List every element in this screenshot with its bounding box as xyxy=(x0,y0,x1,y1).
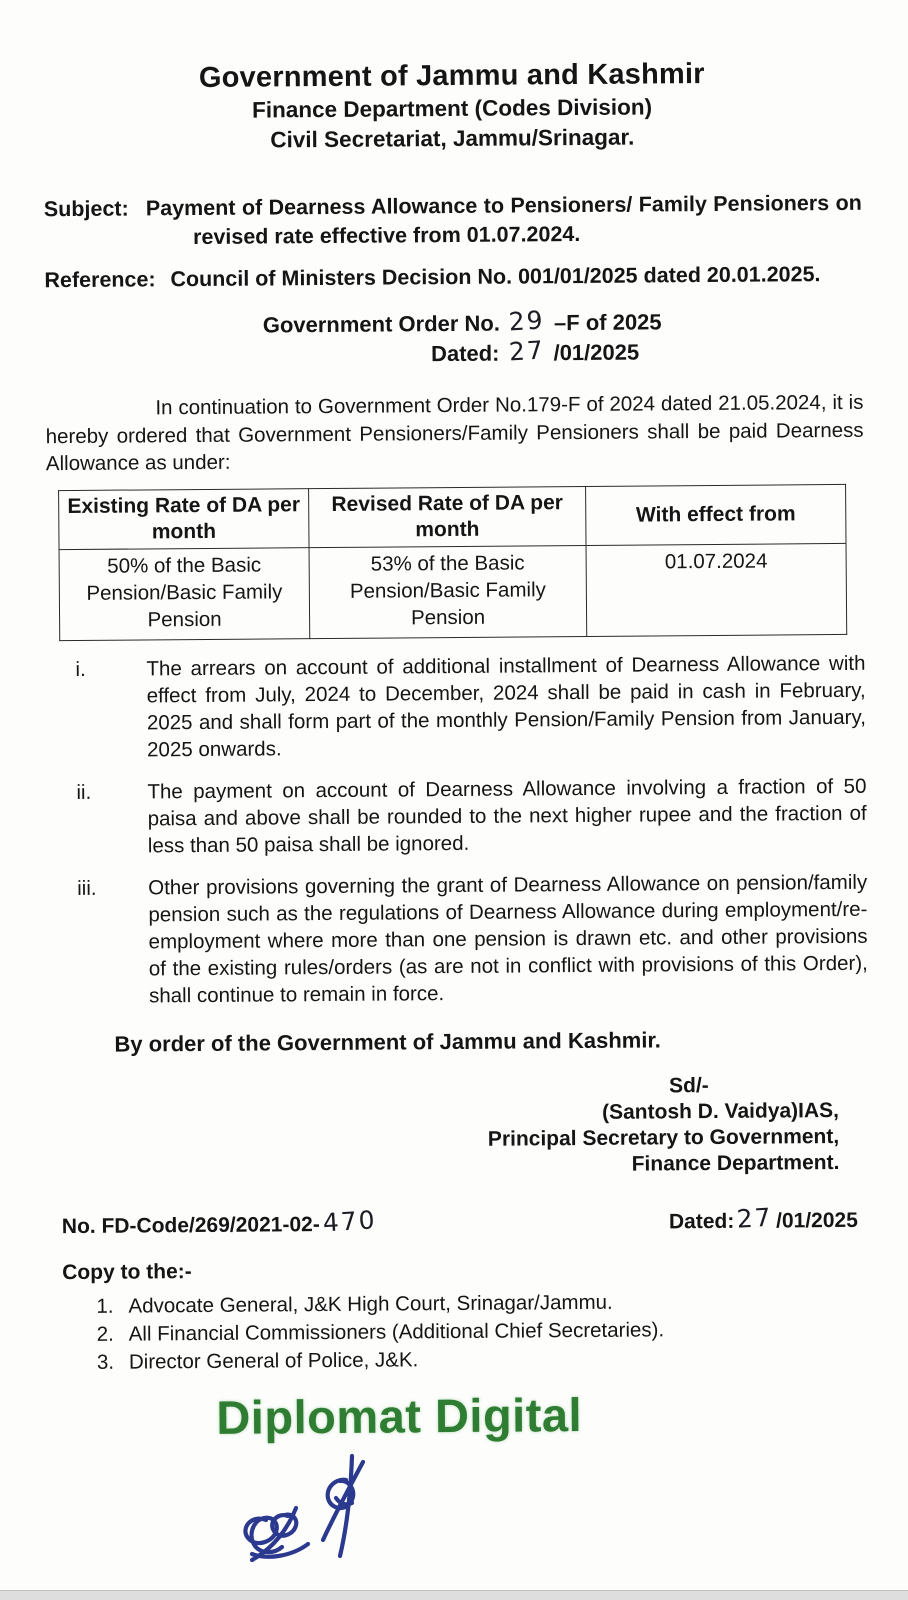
clause-i-text: The arrears on account of additional installment of Dearness Allowance with effect from July, 2024 to December, 2024 shall be paid in cash in February, 2025 and shall form part of the monthly Pension/Family Pension from January, 2025 onwards. xyxy=(146,651,866,761)
order-number-handwritten: 29 xyxy=(508,305,546,337)
clause-i xyxy=(47,649,866,763)
copy-item-1-text: Advocate General, J&K High Court, Srinagar/Jammu. xyxy=(128,1290,613,1318)
reference-text: Council of Ministers Decision No. 001/01/2025 dated 20.01.2025. xyxy=(170,262,821,292)
copy-item-3 xyxy=(53,1342,871,1376)
secretariat-line: Civil Secretariat, Jammu/Srinagar. xyxy=(270,124,635,153)
cell-existing-rate: 50% of the Basic Pension/Basic Family Pension xyxy=(59,547,310,640)
scan-edge-strip xyxy=(0,1590,908,1600)
footer-date-rest: /01/2025 xyxy=(775,1208,858,1232)
reference-row xyxy=(44,260,862,295)
order-date-label: Dated: xyxy=(430,340,500,367)
sd-line: Sd/- xyxy=(668,1073,709,1097)
signatory-name: (Santosh D. Vaidya)IAS, xyxy=(601,1098,840,1124)
file-number-prefix: No. FD-Code/269/2021-02- xyxy=(61,1212,320,1238)
footer-date xyxy=(669,1203,870,1234)
subject-row xyxy=(44,189,862,253)
government-title: Government of Jammu and Kashmir xyxy=(198,58,705,94)
department-title: Finance Department (Codes Division) xyxy=(251,94,653,123)
clause-iii-text: Other provisions governing the grant of Dearness Allowance on pension/family pension such as the regulations of Dearness Allowance during employment/re-employment where more than one pension is drawn etc. and other provisions of the existing rules/orders (as are not in conflict with provisions of this Order), shall continue to remain in force. xyxy=(148,870,868,1007)
col-revised-rate: Revised Rate of DA per month xyxy=(309,486,586,547)
clause-ii xyxy=(48,772,867,859)
letterhead xyxy=(43,55,862,157)
copy-to-label: Copy to the:- xyxy=(62,1259,192,1284)
col-effective-from: With effect from xyxy=(586,484,846,545)
table-header-row xyxy=(59,484,846,549)
footer-date-handwritten: 27 xyxy=(736,1202,774,1234)
footer-date-label: Dated: xyxy=(668,1209,735,1233)
watermark-text: Diplomat Digital xyxy=(216,1387,583,1444)
reference-label: Reference: xyxy=(44,267,156,293)
file-number xyxy=(52,1204,380,1239)
cell-effective-from: 01.07.2024 xyxy=(586,543,847,636)
by-order-line: By order of the Government of Jammu and Kashmir. xyxy=(114,1026,661,1057)
copy-item-2-text: All Financial Commissioners (Additional Chief Secretaries). xyxy=(128,1317,665,1346)
order-number-suffix: –F of 2025 xyxy=(553,309,662,336)
clause-iii xyxy=(49,868,868,1009)
table-row xyxy=(59,543,847,640)
copy-list xyxy=(52,1286,871,1376)
clause-iii-marker: iii. xyxy=(77,876,97,900)
col-existing-rate: Existing Rate of DA per month xyxy=(59,488,309,549)
clause-i-marker: i. xyxy=(75,657,86,681)
order-date-handwritten: 27 xyxy=(507,335,546,367)
order-number-block xyxy=(263,305,863,370)
order-date-rest: /01/2025 xyxy=(553,339,640,366)
clauses-list xyxy=(47,649,868,1009)
file-reference-row xyxy=(52,1203,870,1238)
copy-item-2-num: 2. xyxy=(96,1322,114,1346)
clause-ii-marker: ii. xyxy=(76,780,92,804)
copy-item-1-num: 1. xyxy=(96,1294,114,1318)
subject-label: Subject: xyxy=(43,196,129,222)
file-number-handwritten: 470 xyxy=(321,1204,378,1237)
signatory-department: Finance Department. xyxy=(631,1150,840,1176)
signatory-title: Principal Secretary to Government, xyxy=(487,1124,840,1151)
subject-text: Payment of Dearness Allowance to Pensioners/ Family Pensioners on revised rate effective from 01.07.2024. xyxy=(145,190,862,250)
order-number-line xyxy=(263,305,863,340)
order-number-prefix: Government Order No. xyxy=(262,310,501,338)
opening-paragraph: In continuation to Government Order No.179-F of 2024 dated 21.05.2024, it is hereby ordered that Government Pensioners/Family Pensioners shall be paid Dearness Allowance as under: xyxy=(45,390,864,476)
ink-signature xyxy=(200,1438,400,1578)
da-rates-table xyxy=(58,483,847,640)
copy-item-3-num: 3. xyxy=(96,1350,115,1374)
clause-ii-text: The payment on account of Dearness Allowance involving a fraction of 50 paisa and above shall be rounded to the next higher rupee and the fraction of less than 50 paisa shall be ignored. xyxy=(147,774,867,857)
copy-item-3-text: Director General of Police, J&K. xyxy=(128,1347,419,1374)
signatory-block xyxy=(51,1071,870,1181)
order-date-line xyxy=(431,335,863,368)
cell-revised-rate: 53% of the Basic Pension/Basic Family Pension xyxy=(309,545,587,638)
